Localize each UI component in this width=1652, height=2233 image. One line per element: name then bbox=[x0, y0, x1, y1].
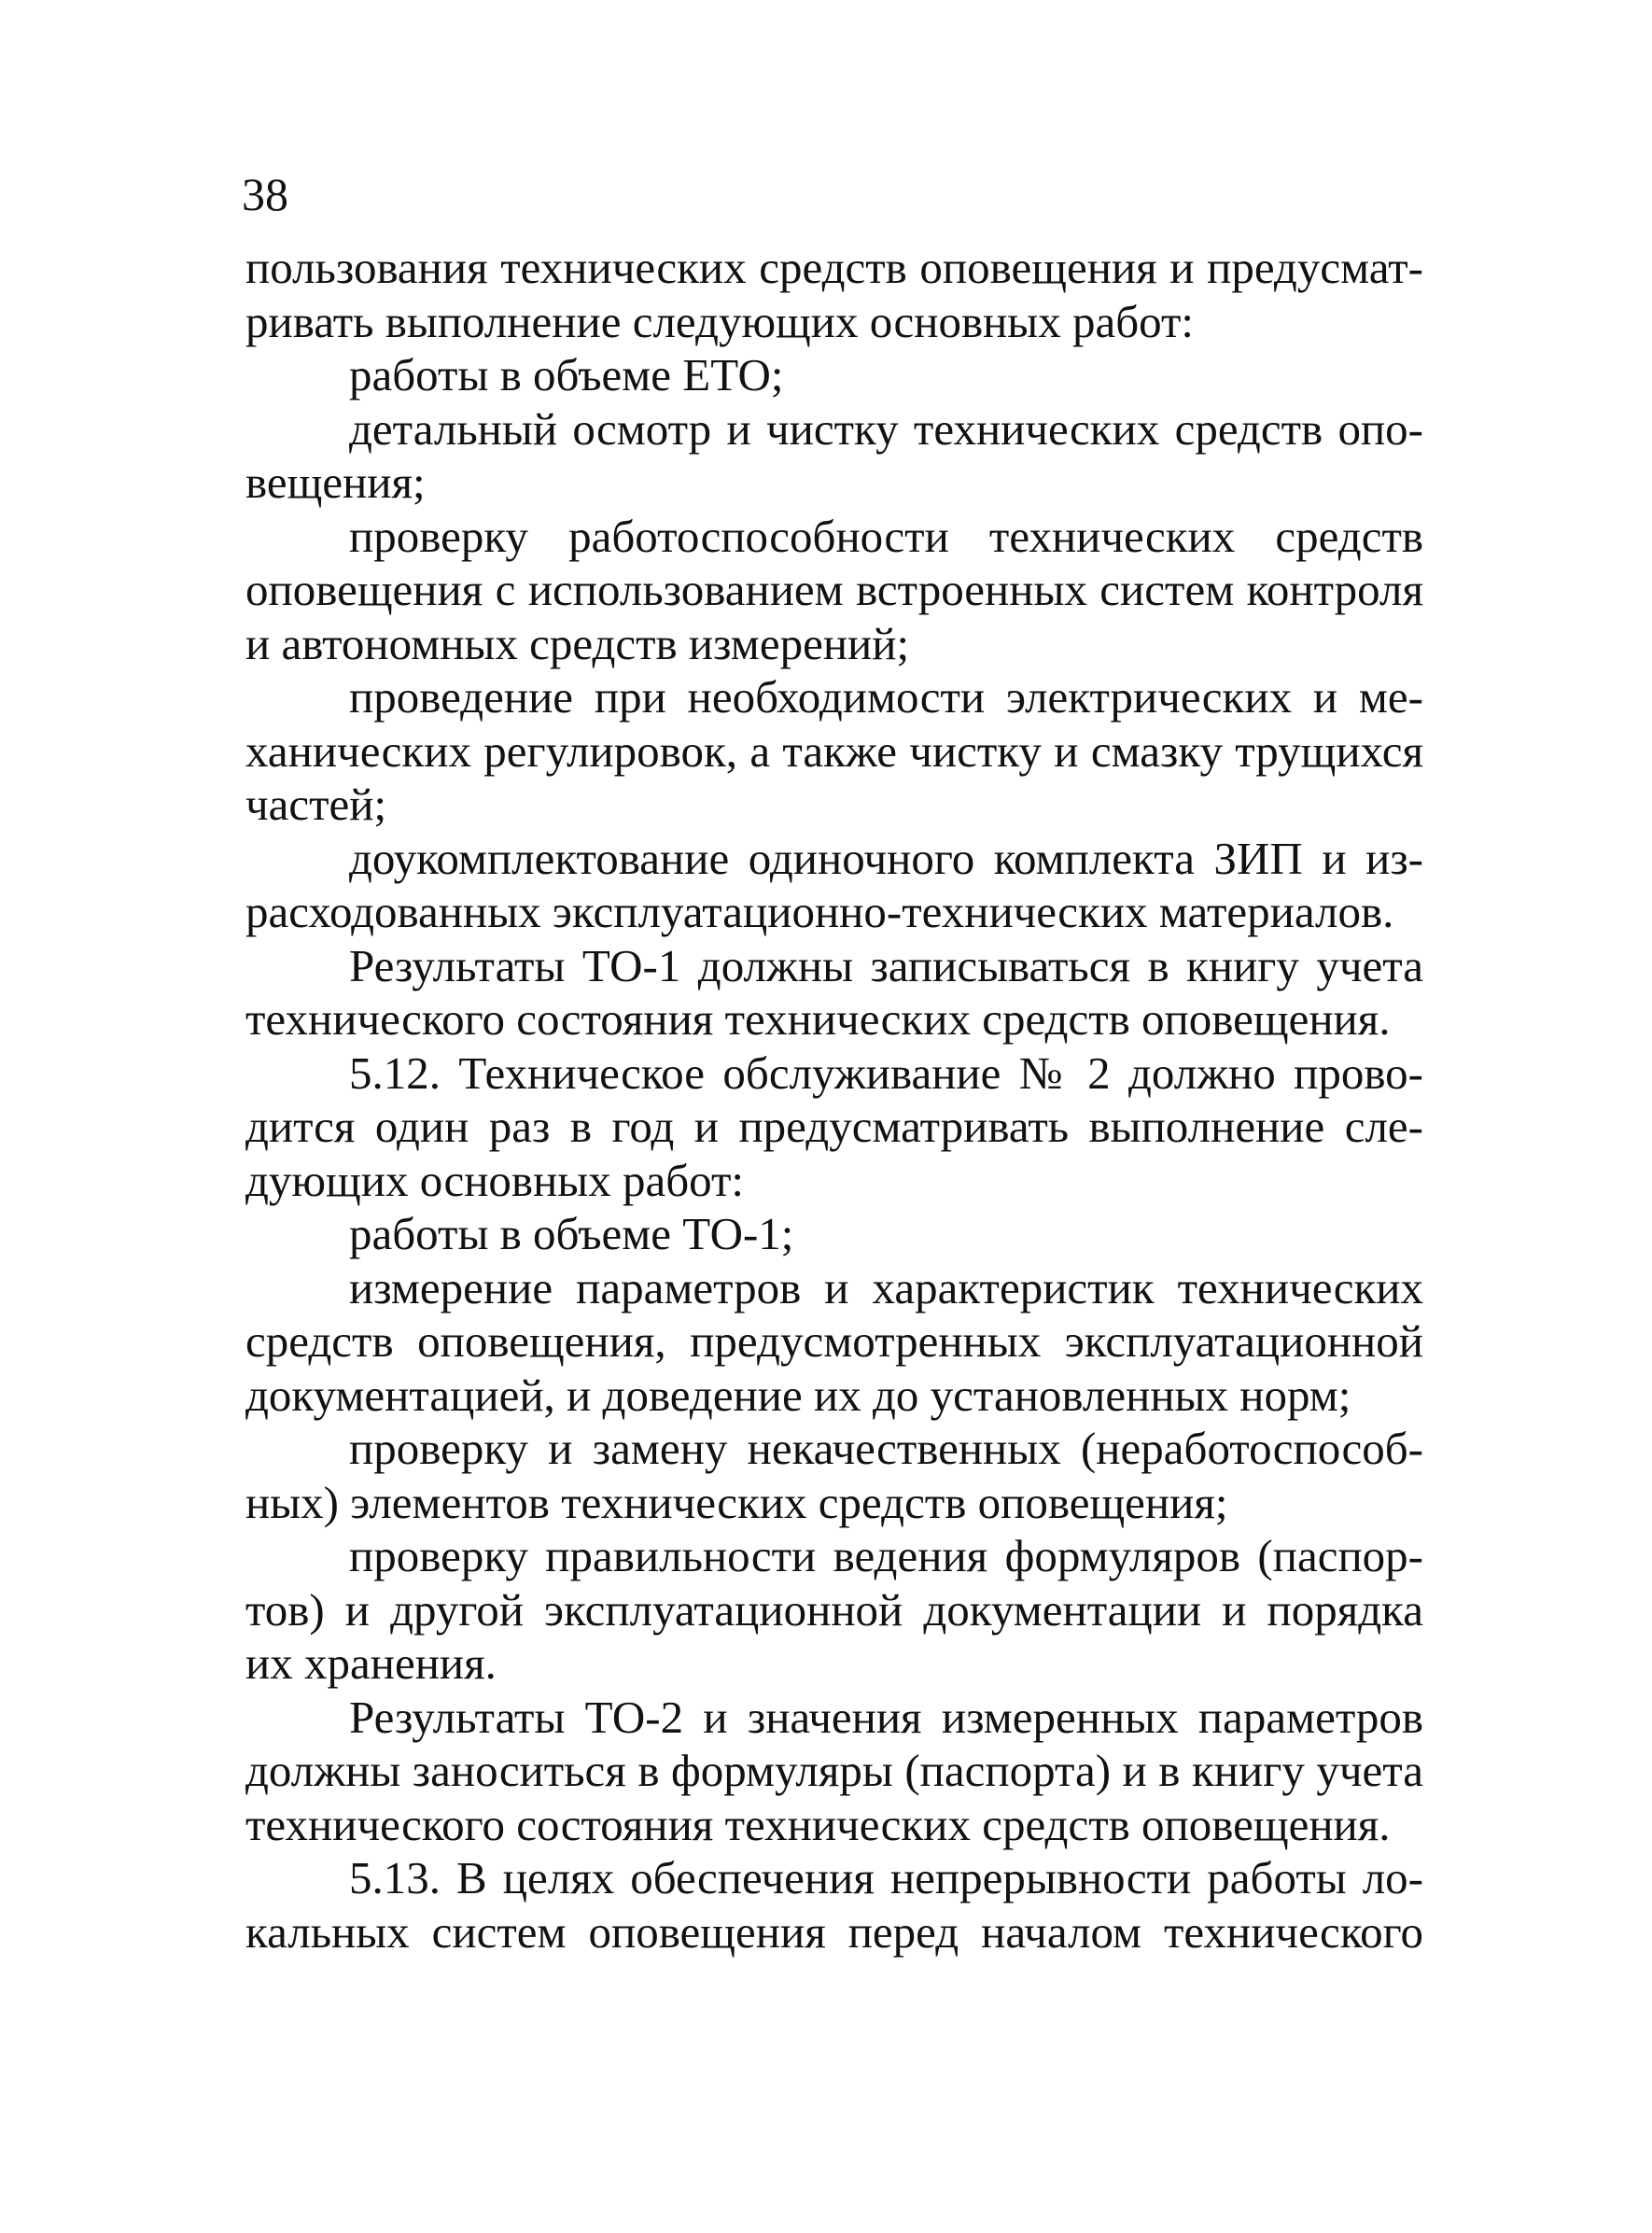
text-line: работы в объеме ЕТО; bbox=[349, 349, 784, 400]
text-line: кальных систем оповещения перед началом технического bbox=[245, 1905, 1423, 1958]
text-line: работы в объеме ТО-1; bbox=[349, 1208, 794, 1259]
text-line: расходованных эксплуатационно-технических материалов. bbox=[245, 886, 1394, 937]
text-line: документацией, и доведение их до установленных норм; bbox=[245, 1369, 1351, 1421]
text-line: их хранения. bbox=[245, 1637, 497, 1689]
text-line: ривать выполнение следующих основных работ: bbox=[245, 295, 1195, 347]
text-line: детальный осмотр и чистку технических средств опо- bbox=[349, 402, 1423, 455]
text-line: должны заноситься в формуляры (паспорта) и в книгу учета bbox=[245, 1745, 1423, 1796]
text-line: дится один раз в год и предусматривать выполнение сле- bbox=[245, 1101, 1423, 1152]
text-line: проверку правильности ведения формуляров (паспор- bbox=[349, 1530, 1423, 1581]
document-body bbox=[245, 241, 1423, 1959]
text-line: технического состояния технических средств оповещения. bbox=[245, 1798, 1391, 1850]
text-line: средств оповещения, предусмотренных эксплуатационной bbox=[245, 1315, 1423, 1367]
text-line: частей; bbox=[245, 779, 387, 830]
text-line: ных) элементов технических средств оповещения; bbox=[245, 1476, 1228, 1528]
text-line: ханических регулировок, а также чистку и смазку трущихся bbox=[245, 724, 1423, 777]
text-line: тов) и другой эксплуатационной документации и порядка bbox=[245, 1583, 1423, 1636]
text-line: 5.12. Техническое обслуживание № 2 должно прово- bbox=[349, 1046, 1423, 1099]
text-line: Результаты ТО-1 должны записываться в книгу учета bbox=[349, 939, 1423, 991]
text-line: измерение параметров и характеристик технических bbox=[349, 1261, 1423, 1313]
text-line: дующих основных работ: bbox=[245, 1154, 745, 1206]
text-line: пользования технических средств оповещения и предусмат- bbox=[245, 242, 1423, 293]
text-line: и автономных средств измерений; bbox=[245, 617, 910, 669]
text-line: Результаты ТО-2 и значения измеренных параметров bbox=[349, 1691, 1423, 1743]
page-number: 38 bbox=[242, 168, 288, 220]
text-line: 5.13. В целях обеспечения непрерывности работы ло- bbox=[349, 1852, 1423, 1903]
text-line: проведение при необходимости электрических и ме- bbox=[349, 671, 1423, 723]
text-line: проверку работоспособности технических средств bbox=[349, 510, 1423, 562]
text-line: вещения; bbox=[245, 456, 426, 508]
text-line: оповещения с использованием встроенных систем контроля bbox=[245, 564, 1423, 615]
text-line: технического состояния технических средств оповещения. bbox=[245, 993, 1391, 1045]
text-line: проверку и замену некачественных (неработоспособ- bbox=[349, 1423, 1423, 1474]
text-line: доукомплектование одиночного комплекта ЗИП и из- bbox=[349, 832, 1423, 884]
